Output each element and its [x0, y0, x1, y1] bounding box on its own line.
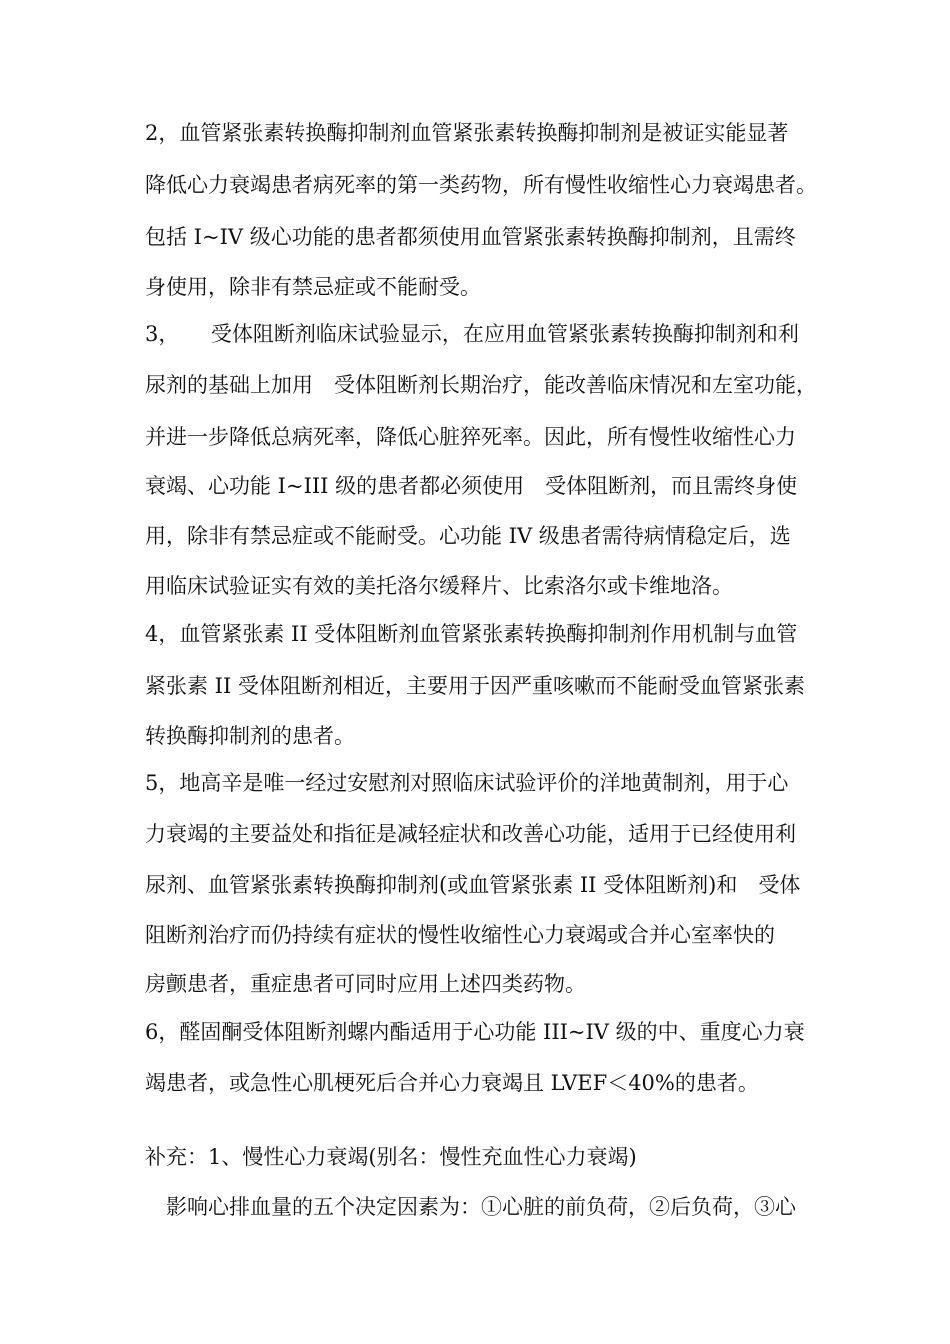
text-line: 6，醛固酮受体阻断剂螺内酯适用于心功能 III~IV 级的中、重度心力衰 — [145, 1020, 805, 1044]
text-line: 4，血管紧张素 II 受体阻断剂血管紧张素转换酶抑制剂作用机制与血管 — [145, 622, 798, 646]
text-line: 阻断剂治疗而仍持续有症状的慢性收缩性心力衰竭或合并心室率快的 — [145, 923, 775, 947]
text-line: 衰竭、心功能 I~III 级的患者都必须使用 受体阻断剂，而且需终身使 — [145, 474, 798, 498]
text-line: 包括 I~IV 级心功能的患者都须使用血管紧张素转换酶抑制剂，且需终 — [145, 225, 796, 249]
text-line: 影响心排血量的五个决定因素为：①心脏的前负荷，②后负荷，③心 — [145, 1195, 796, 1219]
text-line: 补充：1、慢性心力衰竭(别名：慢性充血性心力衰竭) — [145, 1145, 637, 1169]
text-line: 竭患者，或急性心肌梗死后合并心力衰竭且 LVEF＜40%的患者。 — [145, 1071, 759, 1095]
text-line: 转换酶抑制剂的患者。 — [145, 724, 355, 748]
text-line: 尿剂、血管紧张素转换酶抑制剂(或血管紧张素 II 受体阻断剂)和 受体 — [145, 873, 801, 897]
text-line: 3， 受体阻断剂临床试验显示，在应用血管紧张素转换酶抑制剂和利 — [145, 322, 799, 346]
text-line: 紧张素 II 受体阻断剂相近，主要用于因严重咳嗽而不能耐受血管紧张素 — [145, 674, 805, 698]
text-line: 5，地高辛是唯一经过安慰剂对照临床试验评价的洋地黄制剂，用于心 — [145, 771, 789, 795]
text-line: 用临床试验证实有效的美托洛尔缓释片、比索洛尔或卡维地洛。 — [145, 574, 733, 598]
text-line: 2，血管紧张素转换酶抑制剂血管紧张素转换酶抑制剂是被证实能显著 — [145, 121, 789, 145]
text-line: 并进一步降低总病死率，降低心脏猝死率。因此，所有慢性收缩性心力 — [145, 425, 796, 449]
text-line: 房颤患者，重症患者可同时应用上述四类药物。 — [145, 972, 586, 996]
text-line: 力衰竭的主要益处和指征是减轻症状和改善心功能，适用于已经使用利 — [145, 822, 796, 846]
text-line: 用，除非有禁忌症或不能耐受。心功能 IV 级患者需待病情稳定后，选 — [145, 524, 791, 548]
text-line: 降低心力衰竭患者病死率的第一类药物，所有慢性收缩性心力衰竭患者。 — [145, 173, 817, 197]
text-line: 尿剂的基础上加用 受体阻断剂长期治疗，能改善临床情况和左室功能， — [145, 373, 817, 397]
text-line: 身使用，除非有禁忌症或不能耐受。 — [145, 275, 481, 299]
